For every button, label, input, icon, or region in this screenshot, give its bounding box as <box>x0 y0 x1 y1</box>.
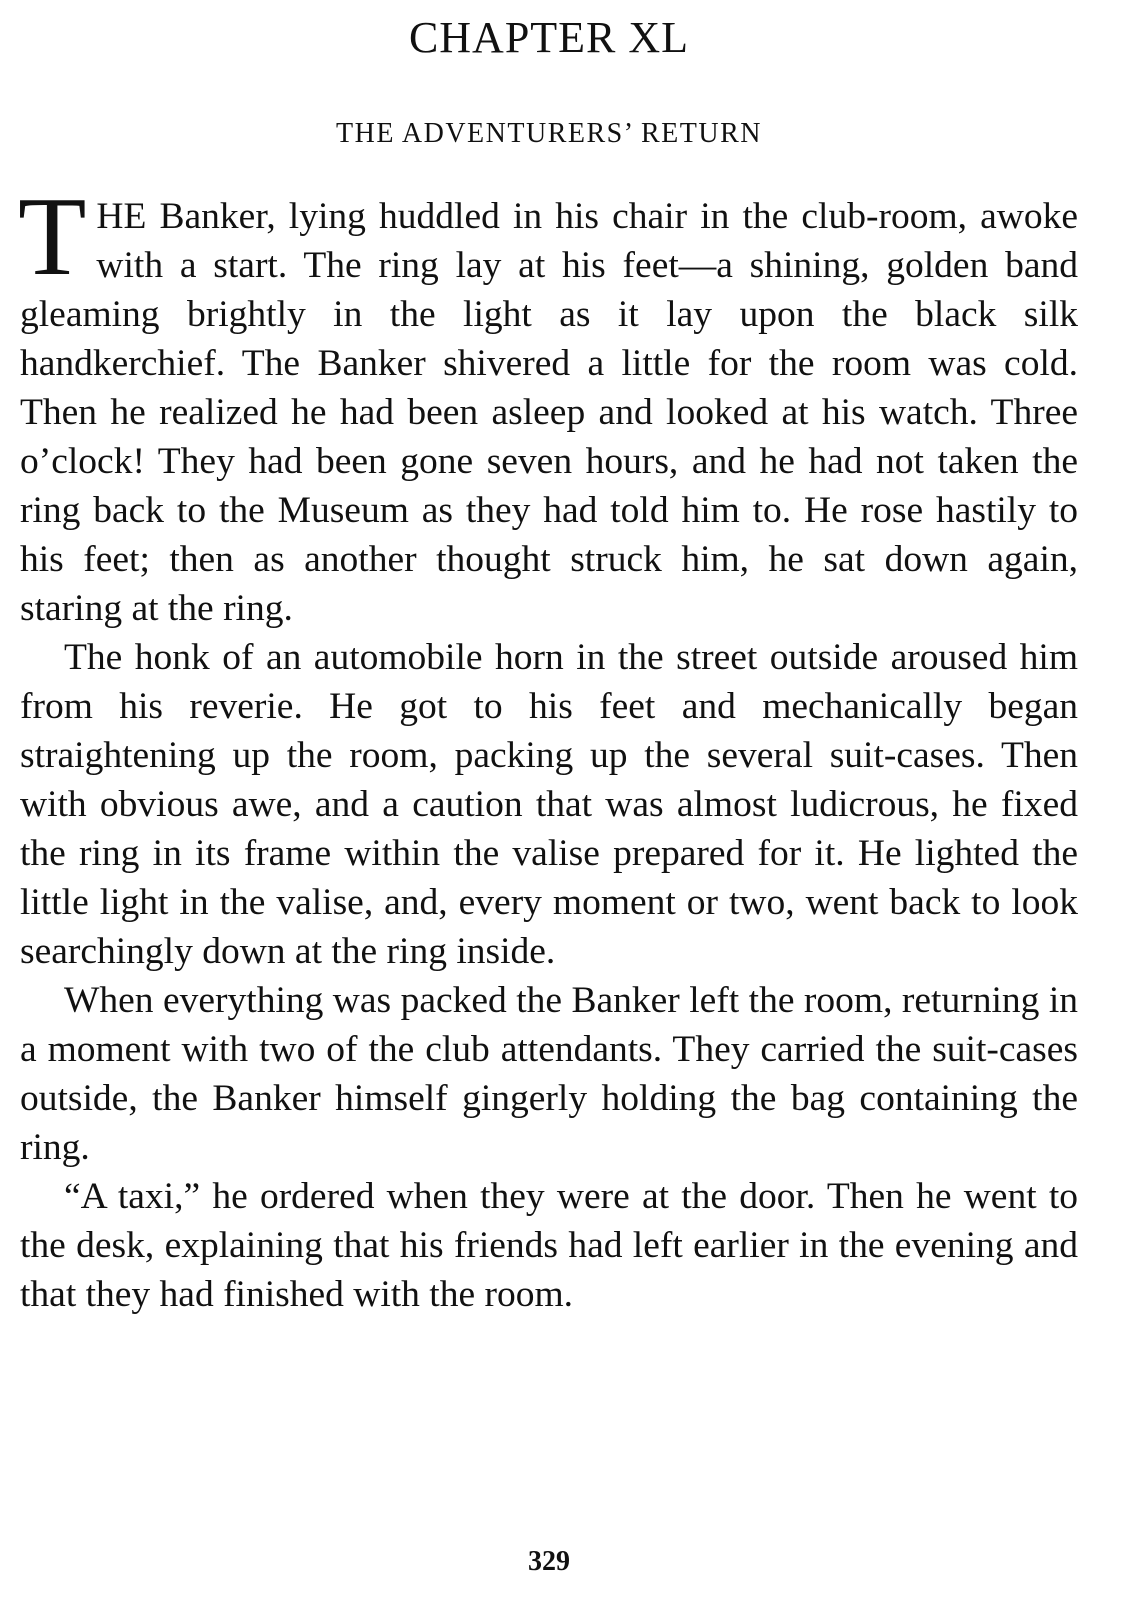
drop-cap: T <box>18 175 87 299</box>
paragraph-2: The honk of an automobile horn in the street outside aroused him from his reverie. He got to his feet and mechanically began straightening up the room, packing up the several suit-cases. Then with obvious awe, and a caution that was almost ludicrous, he fixed the ring in its frame within the valise prepared for it. He lighted the little light in the valise, and, every moment or two, went back to look searchingly down at the ring inside. <box>20 637 1078 972</box>
paragraph-1-text: HE Banker, lying huddled in his chair in the club-room, awoke with a start. The ring lay at his feet—a shining, golden band gleaming brightly in the light as it lay upon the black silk handkerchief. The Banker shivered a little for the room was cold. Then he realized he had been asleep and looked at his watch. Three o’clock! They had been gone seven hours, and he had not taken the ring back to the Museum as they had told him to. He rose hastily to his feet; then as another thought struck him, he sat down again, staring at the ring. <box>20 196 1078 629</box>
paragraph-1 <box>18 175 1078 633</box>
chapter-body <box>18 175 1078 1319</box>
paragraph-3: When everything was packed the Banker left the room, returning in a moment with two of the club attendants. They carried the suit-cases outside, the Banker himself gingerly holding the bag containing the ring. <box>20 980 1078 1168</box>
paragraph-4: “A taxi,” he ordered when they were at the door. Then he went to the desk, explaining that his friends had left earlier in the evening and that they had finished with the room. <box>20 1176 1078 1315</box>
page-number: 329 <box>528 1546 570 1577</box>
book-page <box>20 0 1078 1615</box>
chapter-subtitle: THE ADVENTURERS’ RETURN <box>336 118 762 149</box>
chapter-title: CHAPTER XL <box>408 13 690 62</box>
